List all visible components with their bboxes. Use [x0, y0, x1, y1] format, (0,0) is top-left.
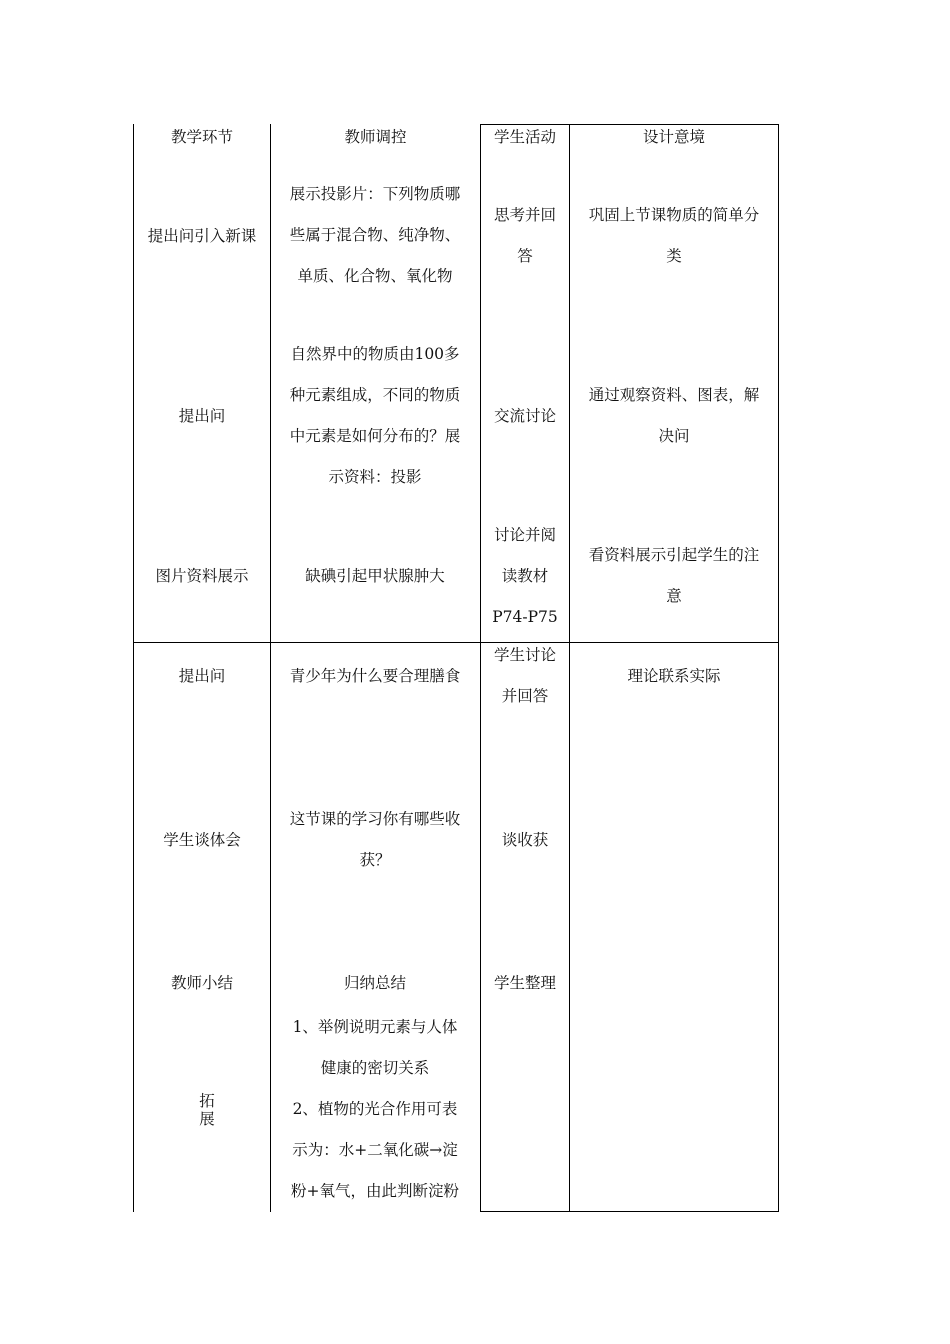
- row2-student-line1: 交流讨论: [493, 407, 556, 425]
- row5-student: [481, 820, 569, 861]
- row1-student-line1: 思考并回: [493, 206, 556, 224]
- row3-student-line3: P74-P75: [492, 608, 558, 626]
- row7-stage-line2: 展: [199, 1110, 215, 1128]
- row5-teacher: [275, 799, 475, 881]
- grid-line-bottom-right: [480, 1211, 779, 1212]
- header-stage: 教学环节: [170, 128, 233, 146]
- row3-student-line1: 讨论并阅: [493, 526, 556, 544]
- row1-student: [481, 195, 569, 277]
- row4-intent: [572, 656, 776, 697]
- row7-teacher-line5: 粉+氧气，由此判断淀粉: [291, 1182, 459, 1200]
- row3-teacher: [275, 556, 475, 597]
- row7-teacher-line1: 1、举例说明元素与人体: [292, 1018, 458, 1036]
- grid-line-col3: [569, 124, 570, 1212]
- row1-teacher-line3: 单质、化合物、氧化物: [297, 267, 453, 285]
- row1-intent: [572, 195, 776, 277]
- row1-teacher-line1: 展示投影片：下列物质哪: [289, 185, 461, 203]
- row2-intent-line1: 通过观察资料、图表，解: [588, 386, 760, 404]
- row1-student-line2: 答: [517, 247, 533, 265]
- header-teacher: 教师调控: [344, 128, 407, 146]
- row6-student: [481, 963, 569, 1004]
- row3-intent-line1: 看资料展示引起学生的注: [588, 546, 760, 564]
- row2-teacher-line4: 示资料：投影: [328, 468, 422, 486]
- row4-student-line2: 并回答: [501, 687, 549, 705]
- row1-teacher: [275, 174, 475, 297]
- header-student: 学生活动: [493, 128, 556, 146]
- row4-teacher: [275, 656, 475, 697]
- row1-intent-line1: 巩固上节课物质的简单分: [588, 206, 760, 224]
- row2-intent: [572, 375, 776, 457]
- row5-teacher-line1: 这节课的学习你有哪些收: [289, 810, 461, 828]
- row3-student-line2: 读教材: [501, 567, 549, 585]
- row7-teacher-line2: 健康的密切关系: [320, 1059, 430, 1077]
- row2-teacher-line2: 种元素组成，不同的物质: [289, 386, 461, 404]
- row7-stage: [134, 1092, 280, 1128]
- row4-stage: 提出问: [178, 667, 226, 685]
- row7-teacher-line3: 2、植物的光合作用可表: [292, 1100, 458, 1118]
- row5-student-line1: 谈收获: [501, 831, 549, 849]
- row2-student: [481, 396, 569, 437]
- row6-stage: 教师小结: [170, 974, 233, 992]
- row7-teacher-line4: 示为：水+二氧化碳→淀: [292, 1141, 458, 1159]
- row3-teacher-line1: 缺碘引起甲状腺肿大: [305, 567, 445, 585]
- row2-teacher: [275, 334, 475, 498]
- row4-student: [481, 635, 569, 717]
- grid-line-right: [778, 124, 779, 1212]
- row3-intent-line2: 意: [666, 587, 682, 605]
- row3-student: [481, 515, 569, 638]
- row5-stage: 学生谈体会: [163, 831, 241, 849]
- row7-stage-line1: 拓: [199, 1092, 215, 1110]
- grid-line-section: [133, 642, 779, 643]
- row4-student-line1: 学生讨论: [493, 646, 556, 664]
- row7-teacher: [275, 1007, 475, 1212]
- row3-stage: 图片资料展示: [155, 567, 249, 585]
- row3-intent: [572, 535, 776, 617]
- row1-teacher-line2: 些属于混合物、纯净物、: [289, 226, 461, 244]
- row6-teacher: [275, 963, 475, 1004]
- row2-stage: 提出问: [178, 407, 226, 425]
- row4-teacher-line1: 青少年为什么要合理膳食: [289, 667, 461, 685]
- row2-teacher-line1: 自然界中的物质由100多: [290, 345, 460, 363]
- row6-student-line1: 学生整理: [493, 974, 556, 992]
- row5-teacher-line2: 获？: [359, 851, 391, 869]
- row2-teacher-line3: 中元素是如何分布的？展: [289, 427, 461, 445]
- row2-intent-line2: 决问: [658, 427, 690, 445]
- header-intent: 设计意境: [642, 128, 705, 146]
- grid-line-col1: [270, 124, 271, 1212]
- row1-intent-line2: 类: [666, 247, 682, 265]
- row4-intent-line1: 理论联系实际: [627, 667, 721, 685]
- row6-teacher-line1: 归纳总结: [343, 974, 406, 992]
- row1-stage: 提出问引入新课: [147, 227, 257, 245]
